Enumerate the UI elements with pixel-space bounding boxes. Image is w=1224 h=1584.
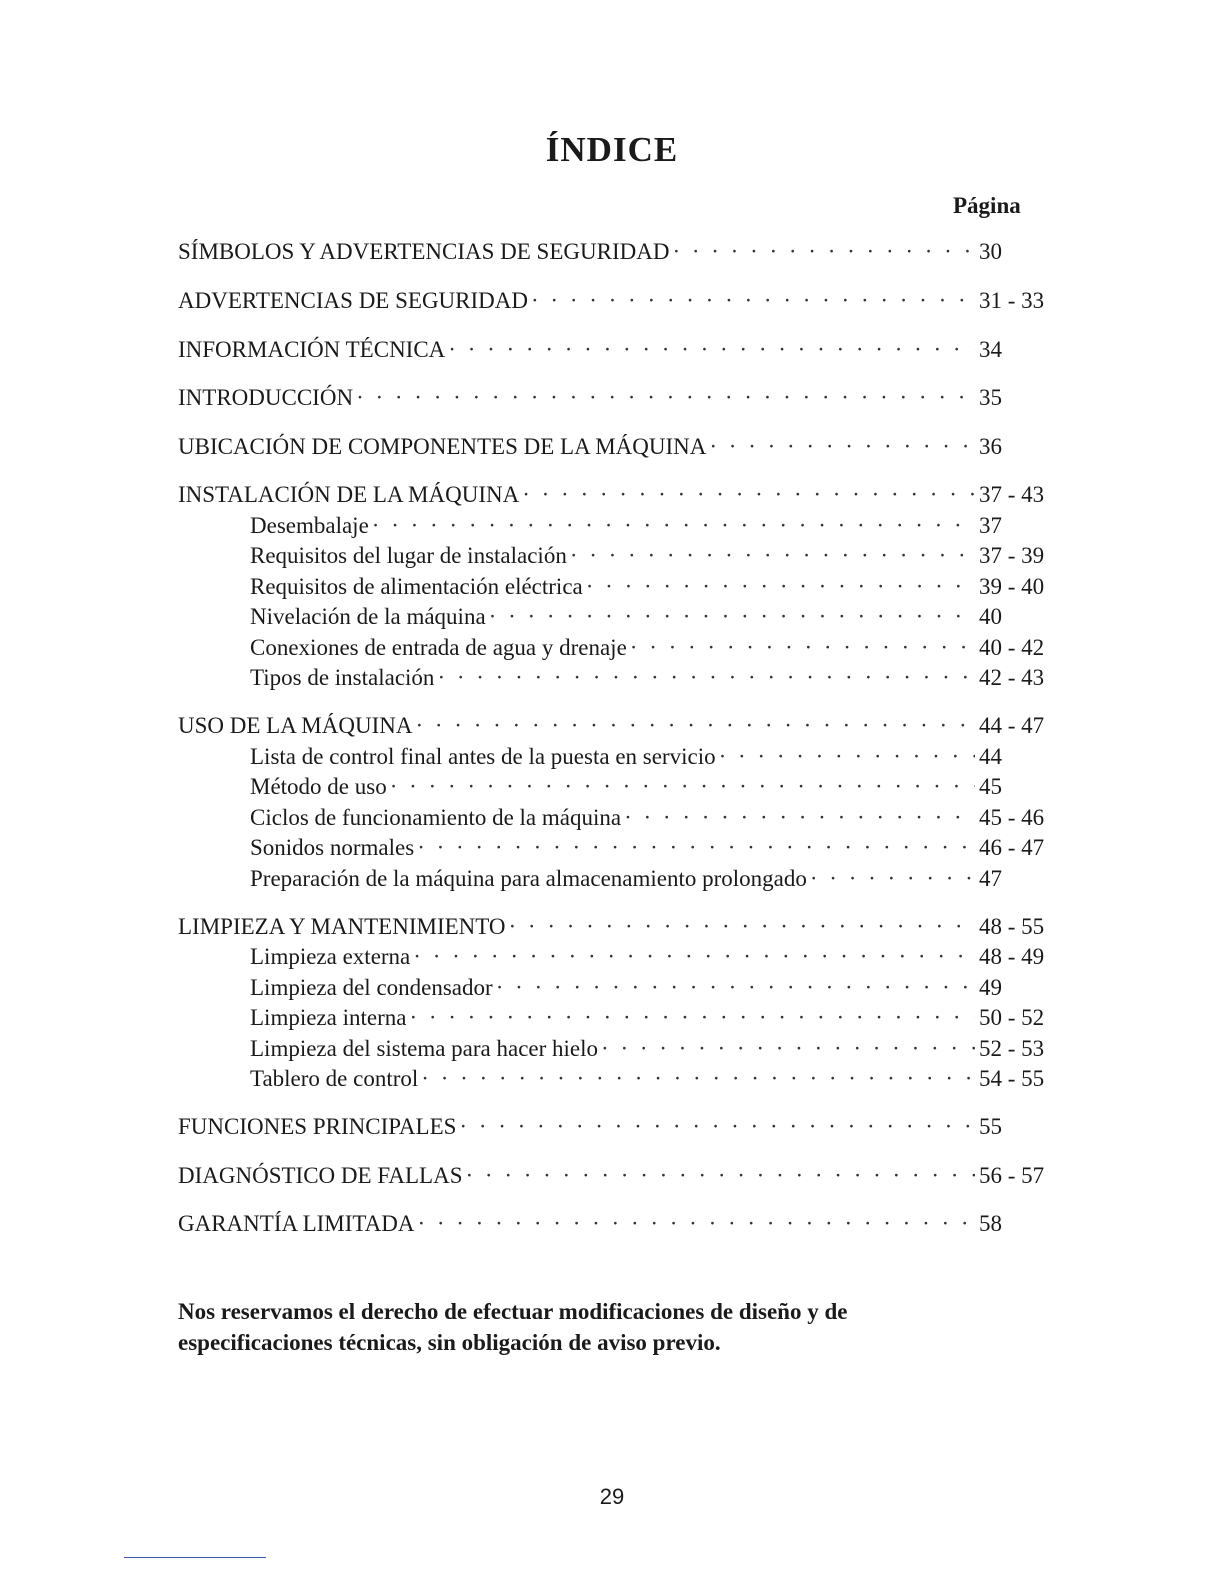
toc-entry-informacion-tecnica[interactable] — [178, 336, 1055, 364]
toc-entry-label: Tablero de control — [250, 1066, 419, 1091]
toc-entry-ubicacion[interactable] — [178, 433, 1055, 461]
dot-leader — [486, 603, 975, 631]
dot-leader — [706, 433, 975, 461]
toc-entry-label: Sonidos normales — [250, 835, 415, 860]
toc-subentry-nivelacion[interactable] — [250, 603, 1055, 631]
toc-entry-label: Lista de control final antes de la puesta en servicio — [250, 744, 716, 769]
toc-subentry-conexiones[interactable] — [250, 634, 1055, 662]
toc-entry-page: 42 - 43 — [979, 665, 1045, 690]
toc-subentry-limpieza-externa[interactable] — [250, 943, 1055, 971]
toc-entry-page: 35 — [979, 385, 1002, 410]
dot-leader — [445, 336, 975, 364]
page-column-header: Página — [953, 193, 1021, 218]
toc-entry-simbolos[interactable] — [178, 238, 1055, 266]
toc-entry-label: INFORMACIÓN TÉCNICA — [178, 337, 446, 362]
toc-subentry-metodo-uso[interactable] — [250, 773, 1055, 801]
toc-entry-uso[interactable] — [178, 712, 1055, 740]
toc-entry-page: 49 — [979, 975, 1002, 1000]
toc-entry-page: 45 — [979, 774, 1002, 799]
dot-leader — [387, 773, 975, 801]
toc-entry-page: 37 - 39 — [979, 543, 1045, 568]
toc-entry-instalacion[interactable] — [178, 481, 1055, 509]
dot-leader — [456, 1113, 975, 1141]
toc-entry-page: 40 — [979, 604, 1002, 629]
toc-subentry-requisitos-lugar[interactable] — [250, 542, 1055, 570]
dot-leader — [463, 1162, 975, 1190]
toc-entry-label: Limpieza externa — [250, 944, 411, 969]
toc-entry-diagnostico[interactable] — [178, 1162, 1055, 1190]
toc-subentry-limpieza-sistema-hielo[interactable] — [250, 1035, 1055, 1063]
footer-rule — [124, 1557, 266, 1558]
dot-leader — [506, 913, 975, 941]
page-number: 29 — [599, 1484, 625, 1509]
toc-entry-label: Desembalaje — [250, 513, 369, 538]
dot-leader — [434, 664, 975, 692]
toc-entry-label: ADVERTENCIAS DE SEGURIDAD — [178, 288, 528, 313]
dot-leader — [528, 287, 975, 315]
toc-entry-label: Tipos de instalación — [250, 665, 435, 690]
toc-entry-label: Preparación de la máquina para almacenamiento prolongado — [250, 866, 807, 891]
toc-entry-label: Conexiones de entrada de agua y drenaje — [250, 635, 627, 660]
toc-subentry-limpieza-interna[interactable] — [250, 1004, 1055, 1032]
toc-entry-page: 36 — [979, 434, 1002, 459]
toc-entry-page: 45 - 46 — [979, 805, 1045, 830]
toc-entry-garantia[interactable] — [178, 1210, 1055, 1238]
toc-entry-page: 48 - 49 — [979, 944, 1045, 969]
dot-leader — [418, 1065, 975, 1093]
toc-entry-introduccion[interactable] — [178, 384, 1055, 412]
toc-subentry-preparacion[interactable] — [250, 865, 1055, 893]
toc-subentry-tipos-instalacion[interactable] — [250, 664, 1055, 692]
dot-leader — [716, 743, 975, 771]
toc-entry-label: Limpieza del sistema para hacer hielo — [250, 1036, 599, 1061]
toc-entry-page: 31 - 33 — [979, 288, 1045, 313]
toc-entry-page: 48 - 55 — [979, 914, 1045, 939]
toc-entry-page: 50 - 52 — [979, 1005, 1045, 1030]
toc-entry-label: Requisitos de alimentación eléctrica — [250, 574, 583, 599]
toc-entry-advertencias[interactable] — [178, 287, 1055, 315]
toc-subentry-ciclos[interactable] — [250, 804, 1055, 832]
toc-entry-page: 56 - 57 — [979, 1163, 1045, 1188]
toc-entry-page: 52 - 53 — [979, 1036, 1045, 1061]
toc-entry-page: 44 — [979, 744, 1002, 769]
dot-leader — [627, 634, 975, 662]
dot-leader — [412, 712, 975, 740]
toc-entry-page: 58 — [979, 1211, 1002, 1236]
disclaimer-notice: Nos reservamos el derecho de efectuar modificaciones de diseño y de especificaciones técnicas, sin obligación de aviso previo. — [178, 1299, 848, 1355]
toc-entry-label: Método de uso — [250, 774, 387, 799]
toc-entry-label: DIAGNÓSTICO DE FALLAS — [178, 1163, 463, 1188]
toc-entry-page: 47 — [979, 866, 1002, 891]
dot-leader — [621, 804, 975, 832]
toc-entry-page: 46 - 47 — [979, 835, 1045, 860]
toc-entry-limpieza[interactable] — [178, 913, 1055, 941]
page-title: ÍNDICE — [545, 130, 679, 169]
dot-leader — [369, 512, 975, 540]
toc-subentry-sonidos[interactable] — [250, 834, 1055, 862]
dot-leader — [406, 1004, 975, 1032]
toc-entry-label: GARANTÍA LIMITADA — [178, 1211, 415, 1236]
toc-entry-page: 54 - 55 — [979, 1066, 1045, 1091]
toc-entry-label: Limpieza interna — [250, 1005, 407, 1030]
toc-entry-label: LIMPIEZA Y MANTENIMIENTO — [178, 914, 506, 939]
dot-leader — [414, 1210, 975, 1238]
dot-leader — [598, 1035, 975, 1063]
toc-entry-page: 55 — [979, 1114, 1002, 1139]
toc-entry-page: 44 - 47 — [979, 713, 1045, 738]
toc-entry-label: Ciclos de funcionamiento de la máquina — [250, 805, 622, 830]
toc-entry-page: 37 - 43 — [979, 482, 1045, 507]
dot-leader — [583, 573, 975, 601]
toc-subentry-lista-control[interactable] — [250, 743, 1055, 771]
toc-entry-page: 40 - 42 — [979, 635, 1045, 660]
dot-leader — [567, 542, 975, 570]
toc-entry-label: INTRODUCCIÓN — [178, 385, 354, 410]
toc-subentry-tablero-control[interactable] — [250, 1065, 1055, 1093]
dot-leader — [353, 384, 975, 412]
toc-subentry-requisitos-alimentacion[interactable] — [250, 573, 1055, 601]
toc-entry-page: 37 — [979, 513, 1002, 538]
dot-leader — [669, 238, 975, 266]
toc-entry-label: Requisitos del lugar de instalación — [250, 543, 567, 568]
toc-entry-label: Nivelación de la máquina — [250, 604, 486, 629]
dot-leader — [519, 481, 975, 509]
toc-entry-funciones[interactable] — [178, 1113, 1055, 1141]
toc-entry-label: INSTALACIÓN DE LA MÁQUINA — [178, 482, 520, 507]
dot-leader — [414, 834, 975, 862]
toc-entry-label: FUNCIONES PRINCIPALES — [178, 1114, 457, 1139]
toc-entry-page: 30 — [979, 239, 1002, 264]
dot-leader — [493, 974, 975, 1002]
toc-entry-label: UBICACIÓN DE COMPONENTES DE LA MÁQUINA — [178, 434, 707, 459]
toc-entry-page: 34 — [979, 337, 1002, 362]
toc-entry-label: USO DE LA MÁQUINA — [178, 713, 413, 738]
toc-entry-page: 39 - 40 — [979, 574, 1045, 599]
dot-leader — [807, 865, 975, 893]
toc-entry-label: Limpieza del condensador — [250, 975, 493, 1000]
toc-entry-label: SÍMBOLOS Y ADVERTENCIAS DE SEGURIDAD — [178, 239, 670, 264]
toc-subentry-limpieza-condensador[interactable] — [250, 974, 1055, 1002]
dot-leader — [410, 943, 975, 971]
toc-subentry-desembalaje[interactable] — [250, 512, 1055, 540]
